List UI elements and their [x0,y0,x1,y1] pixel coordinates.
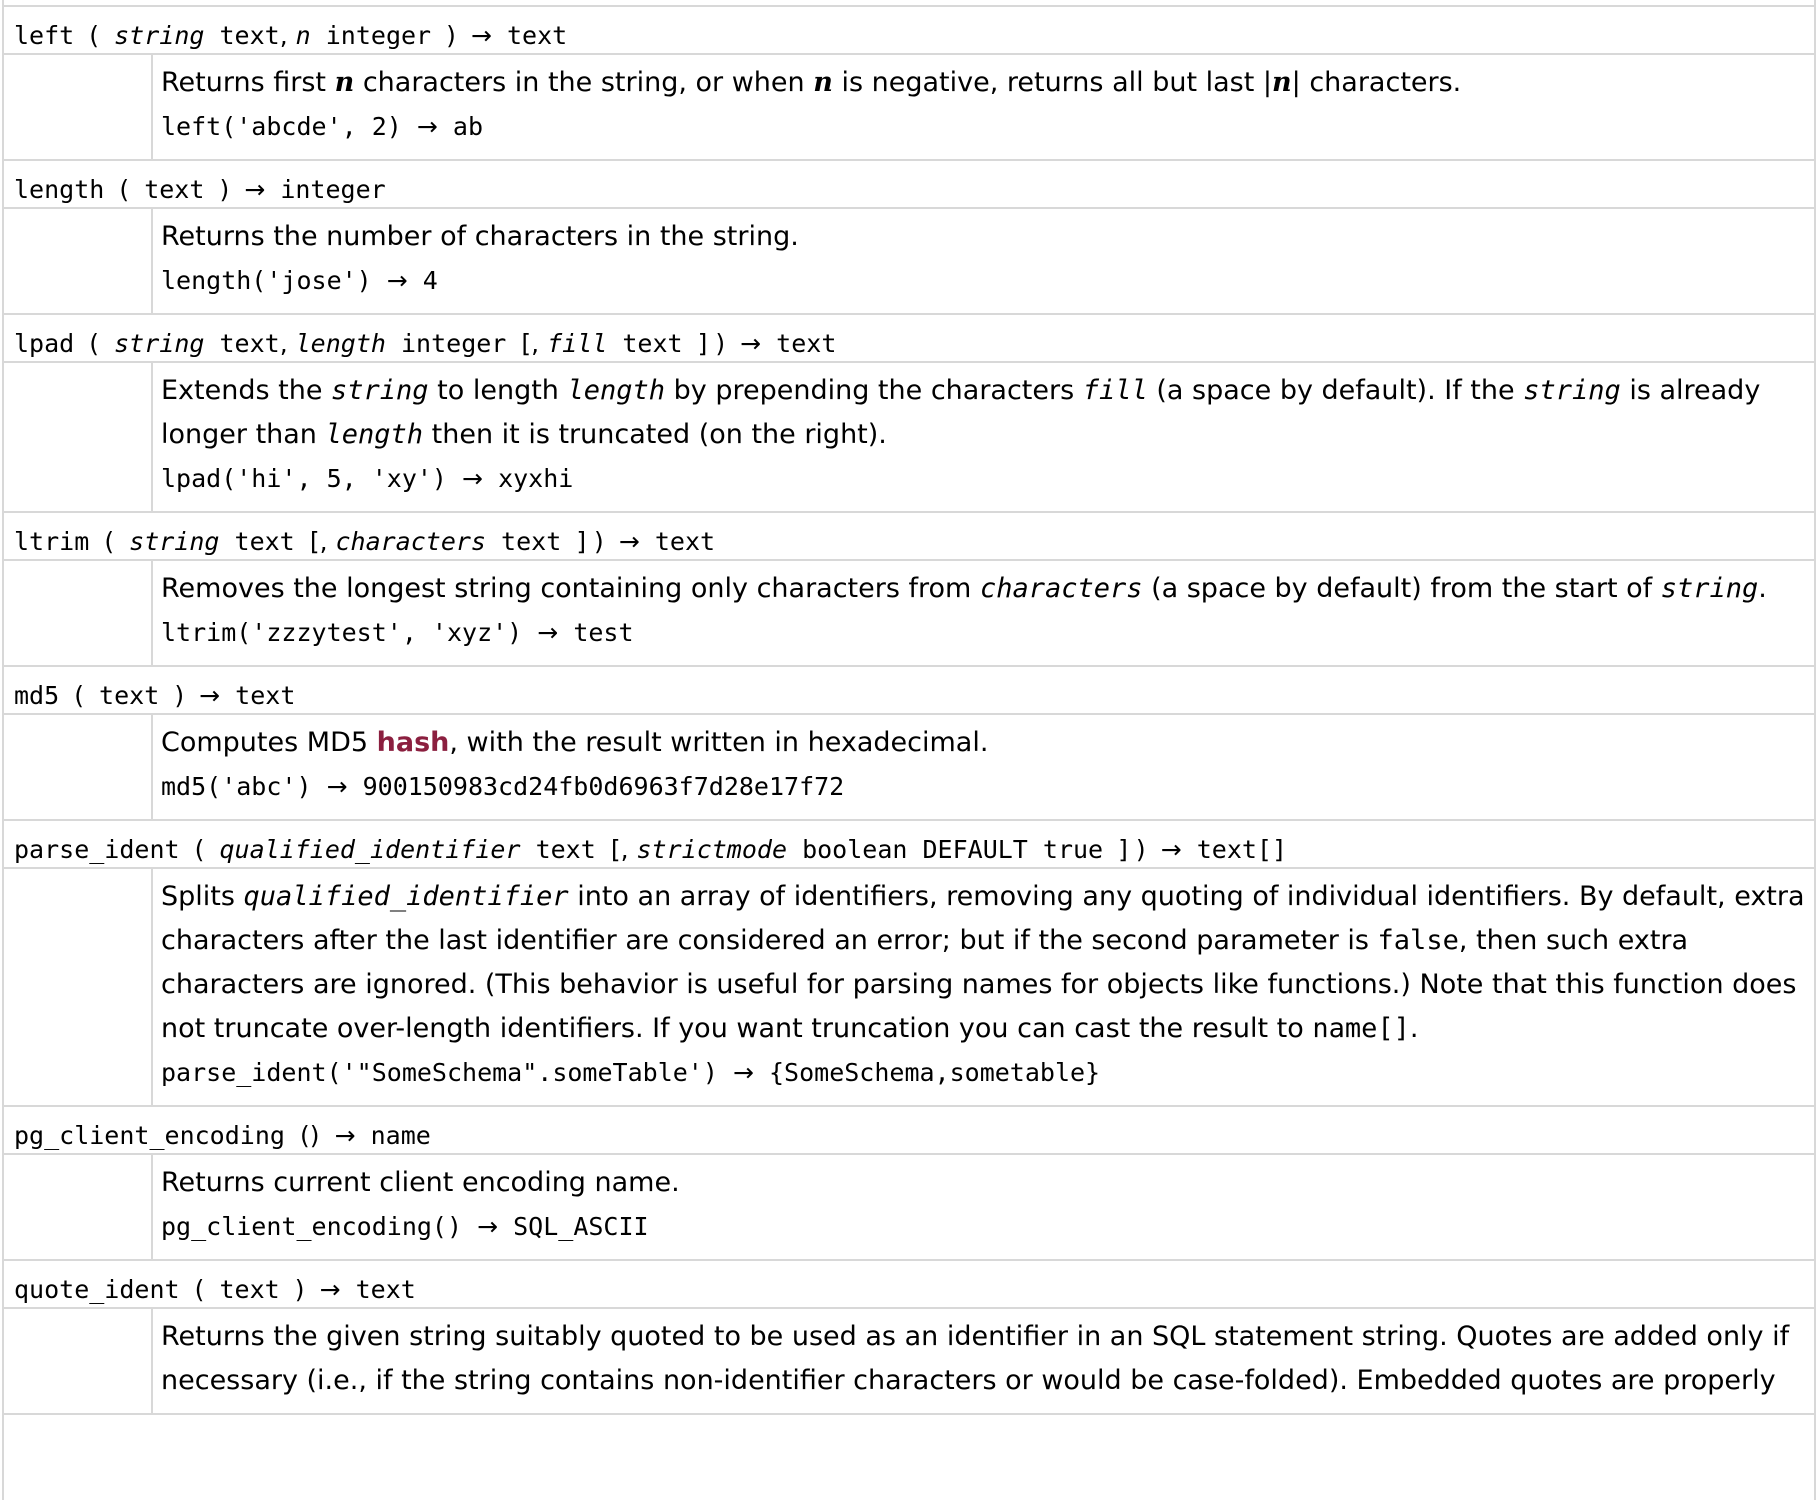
example: ltrim('zzzytest', 'xyz') → test [161,618,634,647]
example: parse_ident('"SomeSchema".someTable') → {SomeSchema,sometable} [161,1058,1101,1087]
example: md5('abc') → 900150983cd24fb0d6963f7d28e17f72 [161,772,845,801]
arrow-icon: → [244,175,266,204]
signature-quote-ident: quote_ident ( text ) → text [4,1261,1814,1309]
signature-left: left ( string text, n integer ) → text [4,7,1814,55]
arrow-icon: → [319,1275,341,1304]
detail-md5 [4,715,1814,821]
description: Removes the longest string containing only characters from characters (a space by default) from the start of string. [161,573,1767,604]
detail-ltrim [4,561,1814,667]
function-table [2,0,1816,1500]
description: Returns the number of characters in the string. [161,221,799,252]
description: Splits qualified_identifier into an array of identifiers, removing any quoting of individual identifiers. By default, extra characters after the last identifier are considered an error; but if the second parameter is false, then such extra characters are ignored. (This behavior is useful for parsing names for objects like functions.) Note that this function does not truncate over-length identifiers. If you want truncation you can cast the result to name[]. [161,881,1805,1044]
signature-lpad: lpad ( string text, length integer [, fill text ] ) → text [4,315,1814,363]
signature-md5: md5 ( text ) → text [4,667,1814,715]
detail-left [4,55,1814,161]
example: pg_client_encoding() → SQL_ASCII [161,1212,649,1241]
detail-lpad [4,363,1814,513]
description: Returns first n characters in the string, or when n is negative, returns all but last |n| characters. [161,67,1462,98]
detail-quote-ident [4,1309,1814,1415]
arrow-icon: → [740,329,762,358]
signature-parse-ident: parse_ident ( qualified_identifier text [, strictmode boolean DEFAULT true ] ) → text[] [4,821,1814,869]
arrow-icon: → [199,681,221,710]
arrow-icon: → [618,527,640,556]
example: length('jose') → 4 [161,266,438,295]
detail-pg-client-encoding [4,1155,1814,1261]
description: Extends the string to length length by prepending the characters fill (a space by default). If the string is already longer than length then it is truncated (on the right). [161,375,1761,450]
detail-parse-ident [4,869,1814,1107]
description: Computes MD5 hash, with the result written in hexadecimal. [161,727,989,758]
arrow-icon: → [470,21,492,50]
signature-ltrim: ltrim ( string text [, characters text ] ) → text [4,513,1814,561]
detail-length [4,209,1814,315]
table-top-border [4,0,1814,7]
hash-link[interactable]: hash [376,727,450,758]
signature-length: length ( text ) → integer [4,161,1814,209]
example: left('abcde', 2) → ab [161,112,484,141]
arrow-icon: → [334,1121,356,1150]
description: Returns the given string suitably quoted to be used as an identifier in an SQL statement string. Quotes are added only if necessary (i.e., if the string contains non-identifier characters or would be case-folded). Embedded quotes are properly [161,1321,1790,1396]
example: lpad('hi', 5, 'xy') → xyxhi [161,464,574,493]
description: Returns current client encoding name. [161,1167,680,1198]
arrow-icon: → [1160,835,1182,864]
signature-pg-client-encoding: pg_client_encoding () → name [4,1107,1814,1155]
